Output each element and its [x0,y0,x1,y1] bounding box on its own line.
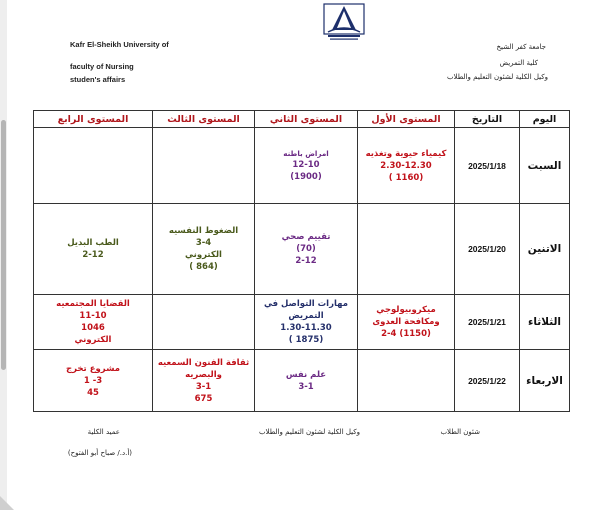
course-code: (70) [296,244,316,254]
table-row [34,128,570,204]
cell-level4 [34,295,153,350]
table-row [34,350,570,412]
course-code-time: (1150) 2-4 [381,329,431,339]
course-time: 12-10 [292,159,320,170]
cell-level4 [34,204,153,295]
cell-level3 [153,204,255,295]
course-name: تقييم صحي [281,232,331,242]
course-time: 11-10 [79,311,107,321]
table-header-row [34,111,570,128]
course-name: علم نفس [285,369,327,380]
header-faculty-en: faculty of Nursing [70,62,134,71]
course-time: 3- 1 [83,375,103,386]
header-level2: المستوى الثاني [255,111,358,128]
course-name: ميكروبيولوجي [376,305,436,315]
dean-name: (أ.د./ صباح أبو الفتوح) [67,449,132,457]
course-time: 3-1 [195,381,212,392]
exam-schedule-table [33,110,570,412]
course-time: 2.30-12.30 [380,160,432,171]
course-time: 2-12 [82,250,104,260]
course-name: مهارات التواصل في [263,299,349,309]
cell-date: 2025/1/21 [455,295,520,350]
header-level3: المستوى الثالث [153,111,255,128]
course-time: 3-1 [298,381,314,392]
table-row [34,204,570,295]
course-name: كيمياء حيوية وتغذيه [365,148,447,159]
cell-date: 2025/1/20 [455,204,520,295]
course-code: (1875 ) [288,335,324,345]
header-affairs-en: studen's affairs [70,75,126,84]
header-faculty-ar: كلية التمريض [499,59,538,67]
cell-level3 [153,350,255,412]
course-code: 45 [87,387,99,398]
cell-day: الاربعاء [520,350,570,412]
cell-day: الثلاثاء [520,295,570,350]
signature-dean: عميد الكلية [87,428,120,436]
course-name: القضايا المجتمعيه [56,299,130,309]
header-level4: المستوى الرابع [34,111,153,128]
cell-level1 [358,295,455,350]
course-code: (1900) [290,171,322,182]
course-name: الطب البديل [67,238,119,248]
cell-level3 [153,128,255,204]
course-name: ثقافة الفنون السمعيه [157,357,250,368]
university-emblem-icon [318,2,370,42]
scrollbar[interactable] [0,0,7,510]
cell-level1 [358,350,455,412]
cell-level1 [358,204,455,295]
course-code: 675 [194,393,213,404]
header-university-ar: جامعة كفر الشيخ [496,43,546,51]
course-time: 2-12 [295,256,317,266]
course-code: 1046 [81,323,105,333]
header-day: اليوم [520,111,570,128]
course-time: 3-4 [195,238,212,248]
course-name: امراض باطنه [283,148,329,158]
course-name-cont: التمريض [288,311,324,321]
cell-level2 [255,350,358,412]
header-university-en: Kafr El-Sheikh University of [70,40,169,49]
table-row [34,295,570,350]
cell-level2 [255,128,358,204]
course-name-cont: ومكافحة العدوى [372,317,440,327]
course-code: (1160 ) [388,172,424,183]
header-vice-dean-ar: وكيل الكلية لشئون التعليم والطلاب [446,73,548,81]
cell-date: 2025/1/22 [455,350,520,412]
page-corner [0,496,14,510]
header-date: التاريخ [455,111,520,128]
cell-level1 [358,128,455,204]
cell-level4 [34,350,153,412]
course-mode: الكتروني [185,250,222,260]
course-code: (864 ) [189,262,218,272]
cell-level3 [153,295,255,350]
scrollbar-thumb[interactable] [1,120,6,370]
cell-level2 [255,204,358,295]
cell-day: السبت [520,128,570,204]
course-name: الضغوط النفسيه [168,226,239,236]
cell-level2 [255,295,358,350]
course-time: 1.30-11.30 [280,323,332,333]
header-level1: المستوى الأول [358,111,455,128]
course-name: مشروع تخرج [66,363,120,374]
signature-vice-dean: وكيل الكلية لشئون التعليم والطلاب [258,428,360,436]
cell-date: 2025/1/18 [455,128,520,204]
course-mode: الكتروني [74,335,112,345]
cell-level4 [34,128,153,204]
course-name-cont: والبصريه [185,369,222,380]
cell-day: الاتنين [520,204,570,295]
signature-students-affairs: شئون الطلاب [440,428,480,436]
